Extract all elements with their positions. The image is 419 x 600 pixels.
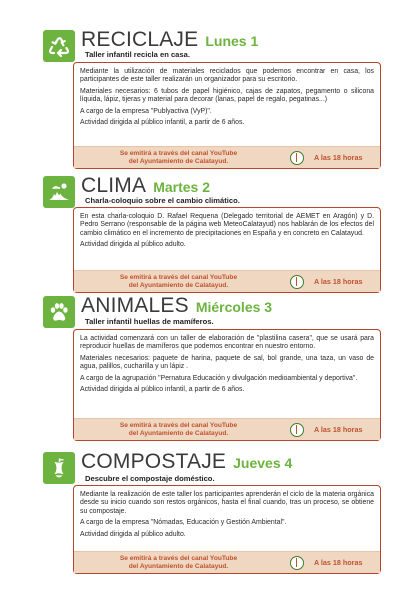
section-animales	[43, 296, 381, 442]
event-time: A las 18 horas	[314, 425, 363, 434]
card-footer	[74, 418, 380, 440]
paragraph: En esta charla-coloquio D. Rafael Requena (Delegado territorial de AEMET en Aragón) y D. Pedro Serrano (responsable de la página web MeteoCalatayud) nos hablarán de los efectos del cambio climático en el incremento de precipitaciones en España y en concreto en Calatayud.	[80, 213, 374, 237]
paragraph: Actividad dirigida al público adulto.	[80, 530, 186, 538]
section-day: Miércoles 3	[195, 299, 273, 315]
event-card	[73, 485, 381, 574]
section-heading	[81, 28, 258, 52]
section-heading	[81, 450, 292, 474]
event-time: A las 18 horas	[314, 277, 363, 286]
paragraph: Mediante la realización de este taller los participantes aprenderán el ciclo de la materia orgánica desde su inicio cuando son restos orgánicos, hasta el final cuando, tras un proceso, se obtiene su compostaje.	[80, 491, 374, 515]
card-footer	[74, 270, 380, 292]
youtube-notice-line: Se emitirá a través del canal YouTube	[119, 149, 238, 157]
paragraph: A cargo de la agrupación "Pernatura Educación y divulgación medioambiental y deportiva".	[80, 374, 358, 382]
youtube-notice-line: Se emitirá a través del canal YouTube	[119, 273, 238, 281]
section-title: RECICLAJE	[81, 28, 199, 51]
paragraph: Mediante la utilización de materiales reciclados que podemos encontrar en casa, los participantes de este taller realizarán un organizador para su escritorio.	[80, 68, 374, 84]
clock-icon	[290, 151, 304, 165]
youtube-notice-line: del Ayuntamiento de Calatayud.	[128, 157, 229, 165]
paragraph: Materiales necesarios: paquete de harina, paquete de sal, bol grande, una taza, un vaso de agua, palillos, cucharilla y un lápiz .	[80, 354, 374, 371]
paragraph: La actividad comenzará con un taller de elaboración de "plastilina casera", que se usará para reproducir huellas de mamíferos que podemos encontrar en nuestro entorno.	[80, 335, 374, 351]
event-time: A las 18 horas	[314, 153, 363, 162]
section-reciclaje	[43, 30, 381, 170]
card-body	[74, 330, 380, 400]
section-subtitle: Charla-coloquio sobre el cambio climático.	[85, 196, 240, 205]
section-compostaje	[43, 452, 381, 574]
youtube-notice	[74, 422, 283, 438]
paragraph: Actividad dirigida al público adulto.	[80, 241, 186, 249]
section-day: Martes 2	[153, 179, 210, 195]
paragraph: A cargo de la empresa "Publyactiva (VyP)".	[80, 107, 212, 115]
climate-icon	[43, 176, 75, 208]
recycle-icon	[43, 30, 75, 62]
section-title: CLIMA	[81, 174, 147, 197]
card-body	[74, 63, 380, 133]
event-card	[73, 207, 381, 293]
section-day: Lunes 1	[205, 33, 259, 49]
paragraph: Materiales necesarios: 6 tubos de papel higiénico, cajas de zapatos, pegamento o silicona líquida, lápiz, tijeras y material para decorar (lanas, papel de regalo, pegatinas...)	[80, 87, 374, 104]
youtube-notice-line: Se emitirá a través del canal YouTube	[119, 421, 238, 429]
section-heading	[81, 174, 210, 198]
section-clima	[43, 176, 381, 294]
section-subtitle: Taller infantil huellas de mamíferos.	[85, 317, 214, 326]
section-title: ANIMALES	[81, 294, 189, 317]
youtube-notice-line: del Ayuntamiento de Calatayud.	[128, 281, 229, 289]
youtube-notice-line: del Ayuntamiento de Calatayud.	[128, 429, 229, 437]
clock-icon	[290, 556, 304, 570]
clock-icon	[290, 423, 304, 437]
card-body	[74, 208, 380, 255]
paragraph: Actividad dirigida al público infantil, a partir de 6 años.	[80, 386, 245, 394]
section-title: COMPOSTAJE	[81, 450, 227, 473]
section-heading	[81, 294, 272, 318]
event-card	[73, 329, 381, 441]
paragraph: A cargo de la empresa "Nómadas, Educación y Gestión Ambiental".	[80, 519, 287, 527]
section-subtitle: Taller infantil recicla en casa.	[85, 50, 190, 59]
youtube-notice	[74, 150, 283, 166]
event-card	[73, 62, 381, 169]
paw-icon	[43, 296, 75, 328]
youtube-notice-line: del Ayuntamiento de Calatayud.	[128, 562, 229, 570]
clock-icon	[290, 275, 304, 289]
apple-core-icon	[43, 452, 75, 484]
card-footer	[74, 551, 380, 573]
youtube-notice	[74, 274, 283, 290]
section-day: Jueves 4	[233, 455, 293, 471]
section-subtitle: Descubre el compostaje doméstico.	[85, 474, 215, 483]
card-footer	[74, 146, 380, 168]
event-time: A las 18 horas	[314, 558, 363, 567]
paragraph: Actividad dirigida al público infantil, a partir de 6 años.	[80, 119, 245, 127]
youtube-notice	[74, 555, 283, 571]
card-body	[74, 486, 380, 544]
youtube-notice-line: Se emitirá a través del canal YouTube	[119, 554, 238, 562]
